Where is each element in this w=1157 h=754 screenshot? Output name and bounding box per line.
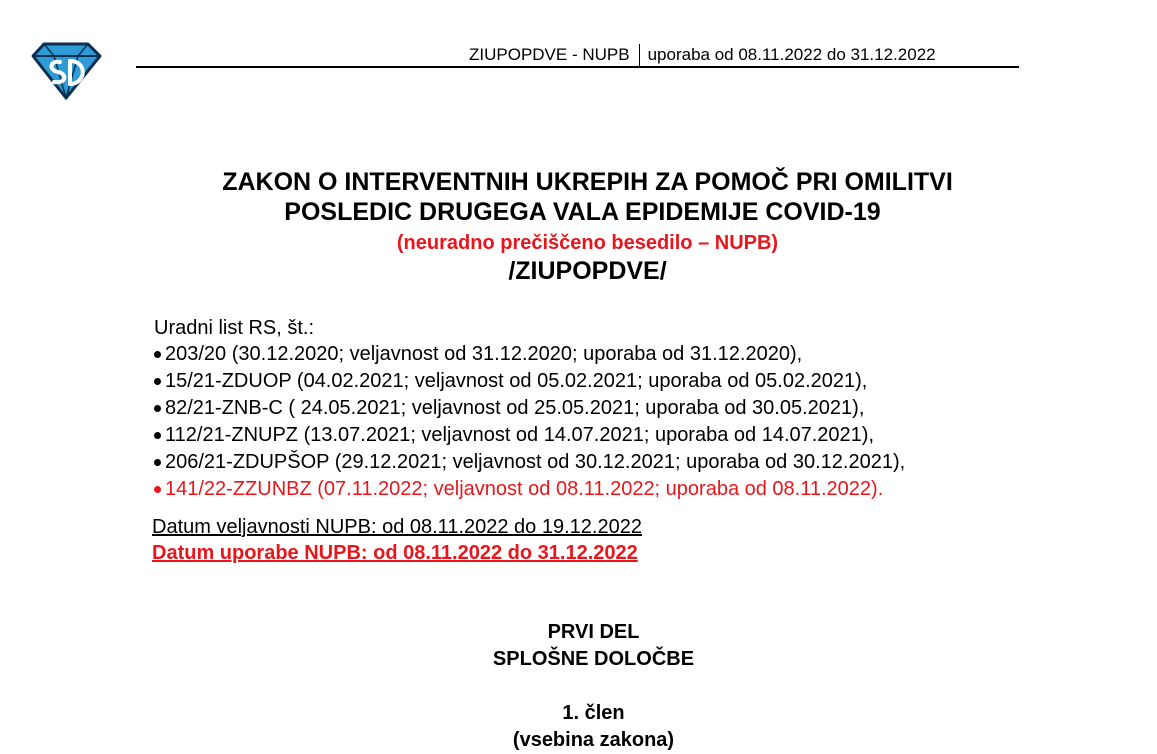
header-separator <box>639 44 640 66</box>
law-title-line-2: POSLEDIC DRUGEGA VALA EPIDEMIJE COVID-19 <box>284 198 881 226</box>
header-rule <box>136 66 1019 68</box>
law-title-subtitle: (neuradno prečiščeno besedilo – NUPB) <box>396 232 779 254</box>
part-subtitle: SPLOŠNE DOLOČBE <box>492 648 695 670</box>
gazette-list <box>151 341 905 503</box>
gazette-item-text: 112/21-ZNUPZ (13.07.2021; veljavnost od 14.07.2021; uporaba od 14.07.2021), <box>165 424 875 446</box>
gazette-item-text: 203/20 (30.12.2020; veljavnost od 31.12.2020; uporaba od 31.12.2020), <box>165 343 803 365</box>
law-title-line-1: ZAKON O INTERVENTNIH UKREPIH ZA POMOČ PRI OMILITVI <box>222 168 953 196</box>
gazette-label: Uradni list RS, št.: <box>154 317 315 339</box>
gazette-item <box>151 341 905 368</box>
header-abbr: ZIUPOPDVE - NUPB <box>469 45 630 64</box>
gazette-item-latest <box>151 476 905 503</box>
validity-date: Datum veljavnosti NUPB: od 08.11.2022 do 19.12.2022 <box>152 516 642 538</box>
gazette-item-text: 15/21-ZDUOP (04.02.2021; veljavnost od 05.02.2021; uporaba od 05.02.2021), <box>165 370 868 392</box>
sd-diamond-logo-icon <box>30 40 104 102</box>
document-header <box>136 44 1019 66</box>
gazette-item <box>151 395 905 422</box>
bullet-icon <box>154 432 161 439</box>
gazette-item-text: 141/22-ZZUNBZ (07.11.2022; veljavnost od 08.11.2022; uporaba od 08.11.2022). <box>165 478 884 500</box>
bullet-icon <box>154 351 161 358</box>
bullet-icon <box>154 486 161 493</box>
article-title: 1. člen <box>562 702 625 724</box>
bullet-icon <box>154 405 161 412</box>
gazette-item-text: 206/21-ZDUPŠOP (29.12.2021; veljavnost od 30.12.2021; uporaba od 30.12.2021), <box>165 451 906 473</box>
part-title: PRVI DEL <box>547 621 640 643</box>
bullet-icon <box>154 378 161 385</box>
gazette-item-text: 82/21-ZNB-C ( 24.05.2021; veljavnost od 25.05.2021; uporaba od 30.05.2021), <box>165 397 865 419</box>
application-date: Datum uporabe NUPB: od 08.11.2022 do 31.12.2022 <box>152 542 638 564</box>
article-subtitle: (vsebina zakona) <box>512 729 675 751</box>
header-usage: uporaba od 08.11.2022 do 31.12.2022 <box>647 45 936 64</box>
bullet-icon <box>154 459 161 466</box>
law-abbreviation: /ZIUPOPDVE/ <box>508 257 667 285</box>
gazette-item <box>151 422 905 449</box>
gazette-item <box>151 368 905 395</box>
gazette-item <box>151 449 905 476</box>
